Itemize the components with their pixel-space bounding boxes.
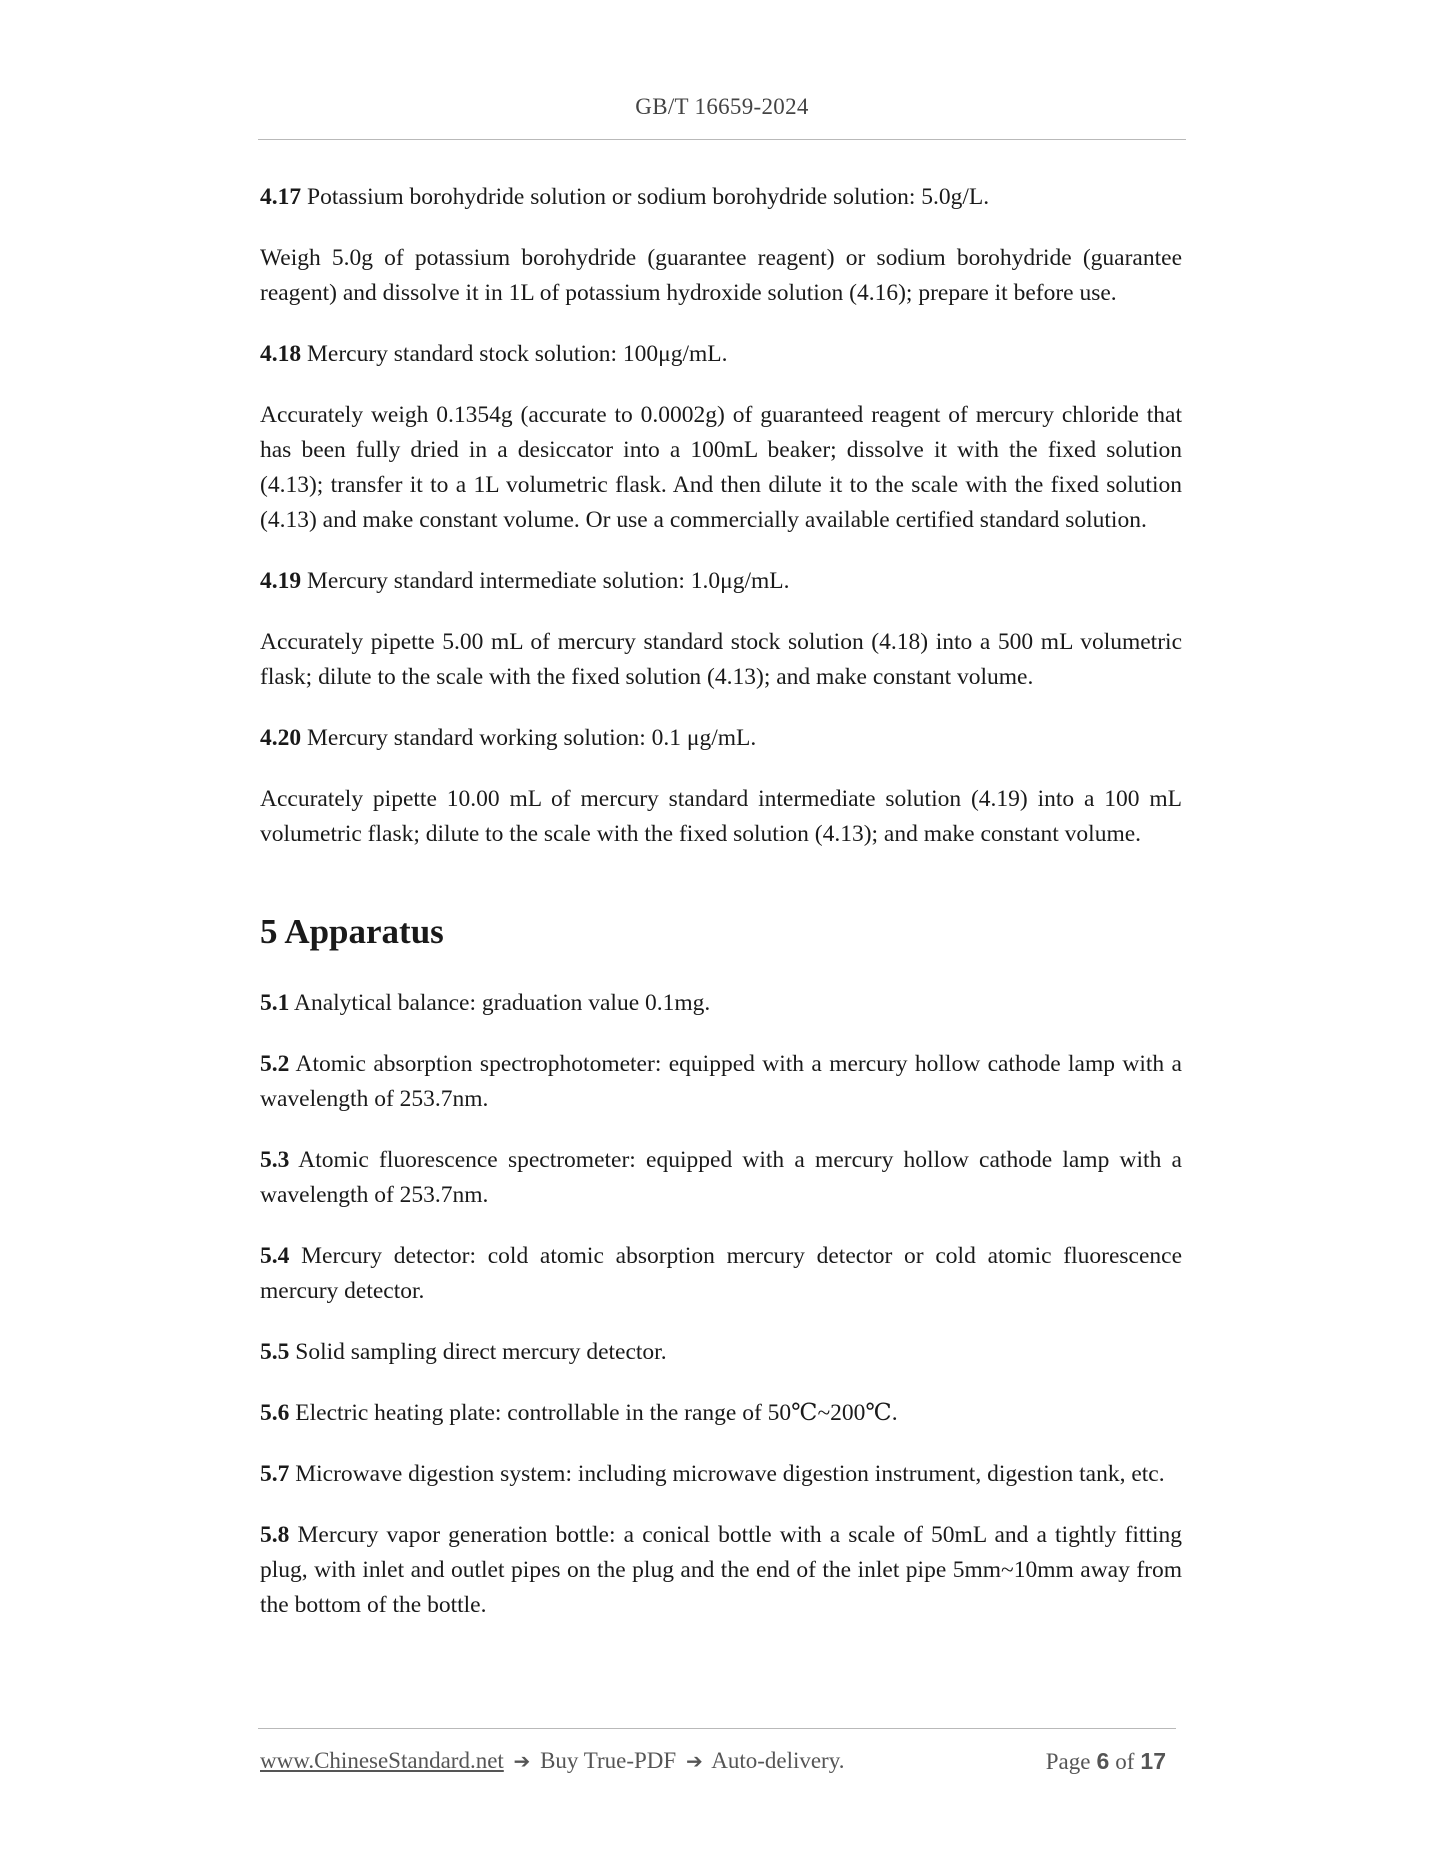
clause-text: Analytical balance: graduation value 0.1mg. (293, 990, 711, 1016)
clause-number: 5.5 (260, 1339, 290, 1365)
clause-text: Solid sampling direct mercury detector. (295, 1339, 667, 1365)
page-label: Page (1045, 1749, 1091, 1774)
clause-4-18-body: Accurately weigh 0.1354g (accurate to 0.0002g) of guaranteed reagent of mercury chloride that has been fully dried in a desiccator into a 100mL beaker; dissolve it with the fixed solution (4.13); transfer it to a 1L volumetric flask. And then dilute it to the scale with the fixed solution (4.13) and make constant volume. Or use a commercially available certified standard solution. (260, 402, 1182, 533)
clause-number: 5.1 (260, 990, 290, 1016)
clause-5-1 (260, 986, 1182, 1021)
clause-title: Mercury standard intermediate solution: 1.0μg/mL. (307, 568, 790, 594)
section-heading-apparatus: 5 Apparatus (260, 912, 444, 951)
clause-number: 5.3 (260, 1147, 290, 1173)
clause-4-18-title (260, 337, 1182, 372)
clause-5-6 (260, 1396, 1182, 1431)
clause-number: 4.19 (260, 568, 302, 594)
footer-divider (258, 1728, 1176, 1729)
clause-title: Mercury standard working solution: 0.1 μg/mL. (307, 725, 757, 751)
total-page-number: 17 (1140, 1748, 1166, 1774)
arrow-right-icon: ➔ (513, 1749, 531, 1773)
clause-number: 4.20 (260, 725, 302, 751)
website-link[interactable]: www.ChineseStandard.net (260, 1748, 504, 1773)
clause-text: Mercury vapor generation bottle: a conical bottle with a scale of 50mL and a tightly fitting plug, with inlet and outlet pipes on the plug and the end of the inlet pipe 5mm~10mm away from the bottom of the bottle. (260, 1522, 1182, 1618)
page-footer (260, 1748, 1176, 1782)
clause-number: 5.2 (260, 1051, 290, 1077)
clause-4-19-body: Accurately pipette 5.00 mL of mercury standard stock solution (4.18) into a 500 mL volumetric flask; dilute to the scale with the fixed solution (4.13); and make constant volume. (260, 629, 1182, 690)
current-page-number: 6 (1096, 1748, 1110, 1774)
clause-number: 5.4 (260, 1243, 290, 1269)
clause-5-2 (260, 1047, 1182, 1117)
clause-text: Mercury detector: cold atomic absorption mercury detector or cold atomic fluorescence mercury detector. (260, 1243, 1183, 1304)
clause-4-20-body: Accurately pipette 10.00 mL of mercury standard intermediate solution (4.19) into a 100 mL volumetric flask; dilute to the scale with the fixed solution (4.13); and make constant volume. (260, 786, 1182, 847)
clause-number: 5.7 (260, 1461, 290, 1487)
clause-5-5 (260, 1335, 1182, 1370)
header-divider (258, 139, 1186, 140)
auto-delivery-text: Auto-delivery. (711, 1748, 845, 1773)
of-label: of (1115, 1749, 1135, 1774)
clause-4-17-title (260, 180, 1182, 215)
clause-5-7 (260, 1457, 1182, 1492)
clause-number: 4.17 (260, 184, 302, 210)
page-header: GB/T 16659-2024 (635, 94, 809, 119)
clause-5-8 (260, 1518, 1182, 1623)
clause-text: Microwave digestion system: including microwave digestion instrument, digestion tank, etc. (295, 1461, 1165, 1487)
clause-text: Atomic fluorescence spectrometer: equipped with a mercury hollow cathode lamp with a wavelength of 253.7nm. (260, 1147, 1182, 1208)
clause-number: 5.6 (260, 1400, 290, 1426)
arrow-right-icon: ➔ (685, 1749, 703, 1773)
clause-number: 4.18 (260, 341, 302, 367)
document-body (260, 180, 1182, 1649)
clause-title: Mercury standard stock solution: 100μg/mL. (307, 341, 728, 367)
buy-true-pdf-text: Buy True-PDF (540, 1748, 677, 1773)
page-indicator (1046, 1748, 1172, 1775)
clause-number: 5.8 (260, 1522, 290, 1548)
clause-4-17-body: Weigh 5.0g of potassium borohydride (guarantee reagent) or sodium borohydride (guarantee reagent) and dissolve it in 1L of potassium hydroxide solution (4.16); prepare it before use. (260, 245, 1182, 306)
clause-5-3 (260, 1143, 1182, 1213)
clause-4-19-title (260, 564, 1182, 599)
clause-5-4 (260, 1239, 1182, 1309)
clause-text: Electric heating plate: controllable in the range of 50℃~200℃. (295, 1400, 898, 1426)
clause-title: Potassium borohydride solution or sodium borohydride solution: 5.0g/L. (307, 184, 990, 210)
clause-4-20-title (260, 721, 1182, 756)
clause-text: Atomic absorption spectrophotometer: equipped with a mercury hollow cathode lamp with a wavelength of 253.7nm. (260, 1051, 1182, 1112)
footer-promo (260, 1748, 844, 1774)
